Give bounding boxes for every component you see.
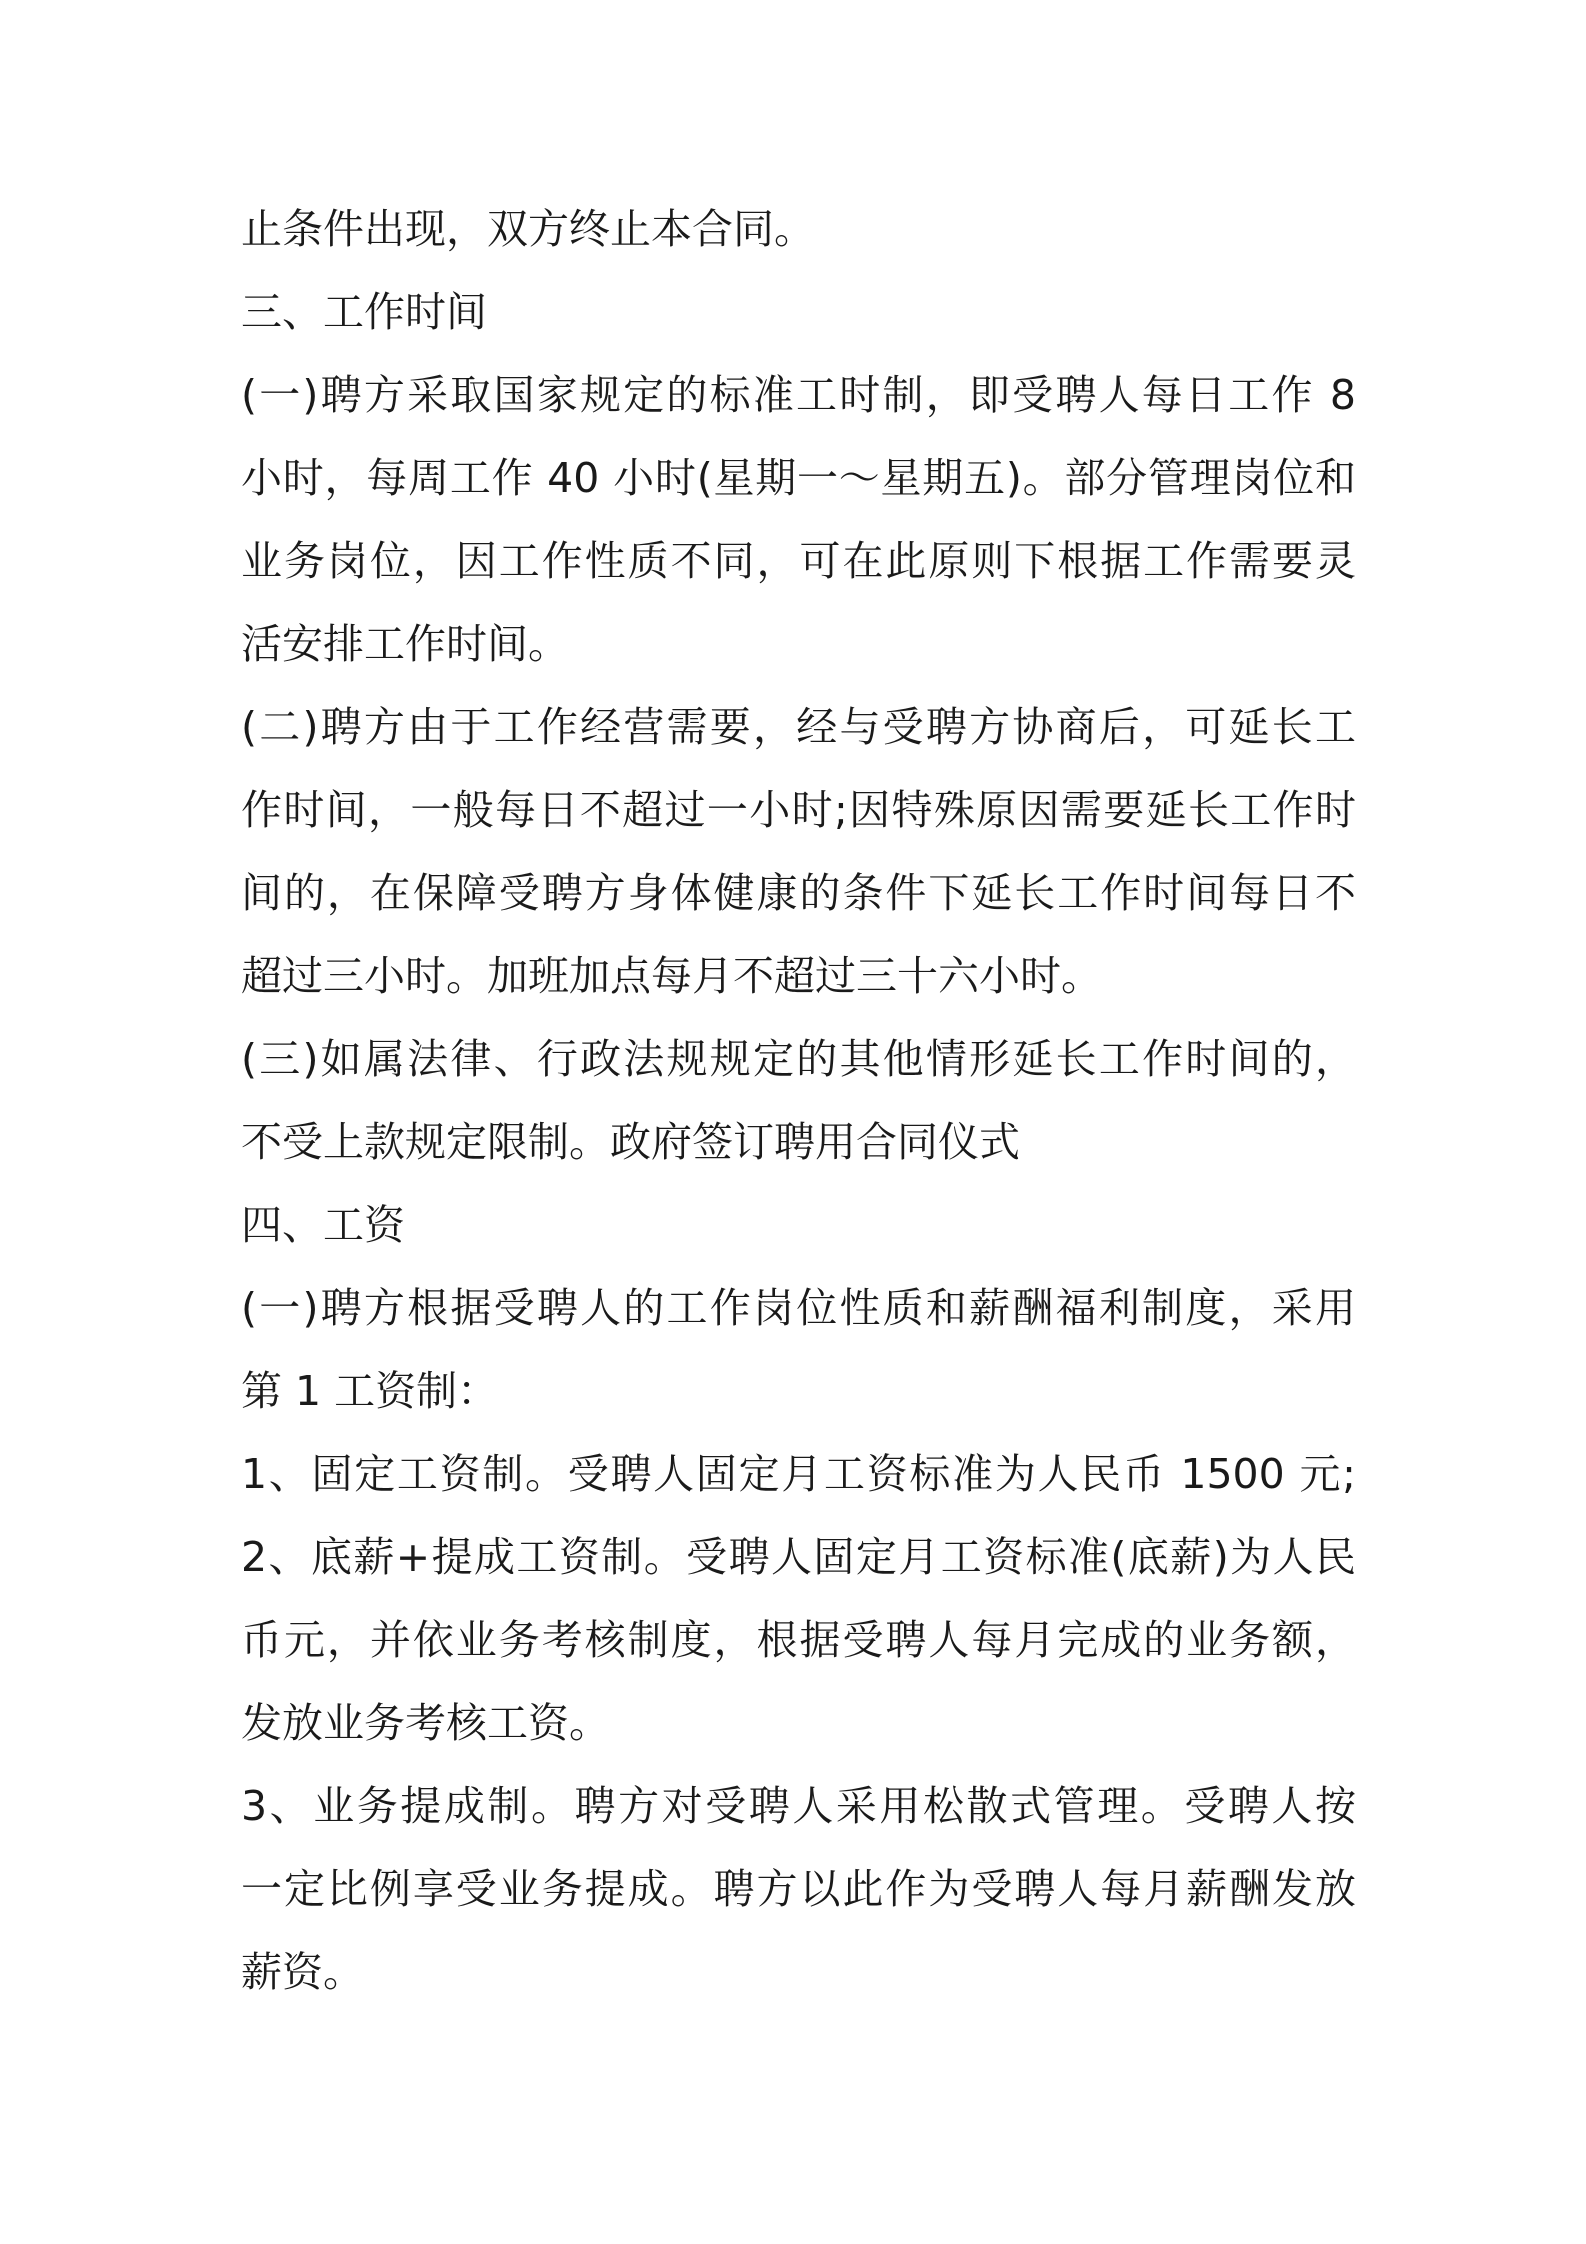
text-line: 发放业务考核工资。	[241, 1699, 610, 1747]
text-line: 1、固定工资制。受聘人固定月工资标准为人民币 1500 元;	[241, 1450, 1356, 1498]
text-line: 3、业务提成制。聘方对受聘人采用松散式管理。受聘人按	[241, 1782, 1356, 1830]
text-line: 币元，并依业务考核制度，根据受聘人每月完成的业务额，	[241, 1616, 1356, 1664]
text-line: 超过三小时。加班加点每月不超过三十六小时。	[241, 952, 1102, 1000]
text-line: 活安排工作时间。	[241, 620, 569, 668]
text-line: 小时，每周工作 40 小时(星期一～星期五)。部分管理岗位和	[241, 454, 1356, 502]
text-line: (二)聘方由于工作经营需要，经与受聘方协商后，可延长工	[241, 703, 1356, 751]
text-line: (三)如属法律、行政法规规定的其他情形延长工作时间的，	[241, 1035, 1356, 1083]
text-line: (一)聘方根据受聘人的工作岗位性质和薪酬福利制度，采用	[241, 1284, 1356, 1332]
section-heading-work-hours: 三、工作时间	[241, 288, 487, 336]
text-line: (一)聘方采取国家规定的标准工时制，即受聘人每日工作 8	[241, 371, 1356, 419]
text-line: 一定比例享受业务提成。聘方以此作为受聘人每月薪酬发放	[241, 1865, 1356, 1913]
text-line: 间的，在保障受聘方身体健康的条件下延长工作时间每日不	[241, 869, 1356, 917]
text-line: 2、底薪+提成工资制。受聘人固定月工资标准(底薪)为人民	[241, 1533, 1356, 1581]
text-line: 止条件出现，双方终止本合同。	[241, 205, 815, 253]
document-page	[241, 188, 1356, 2014]
text-line: 不受上款规定限制。政府签订聘用合同仪式	[241, 1118, 1020, 1166]
text-line: 第 1 工资制：	[241, 1367, 499, 1415]
text-line: 业务岗位，因工作性质不同，可在此原则下根据工作需要灵	[241, 537, 1356, 585]
text-line: 作时间，一般每日不超过一小时;因特殊原因需要延长工作时	[241, 786, 1356, 834]
section-heading-wages: 四、工资	[241, 1201, 405, 1249]
text-line: 薪资。	[241, 1948, 364, 1996]
